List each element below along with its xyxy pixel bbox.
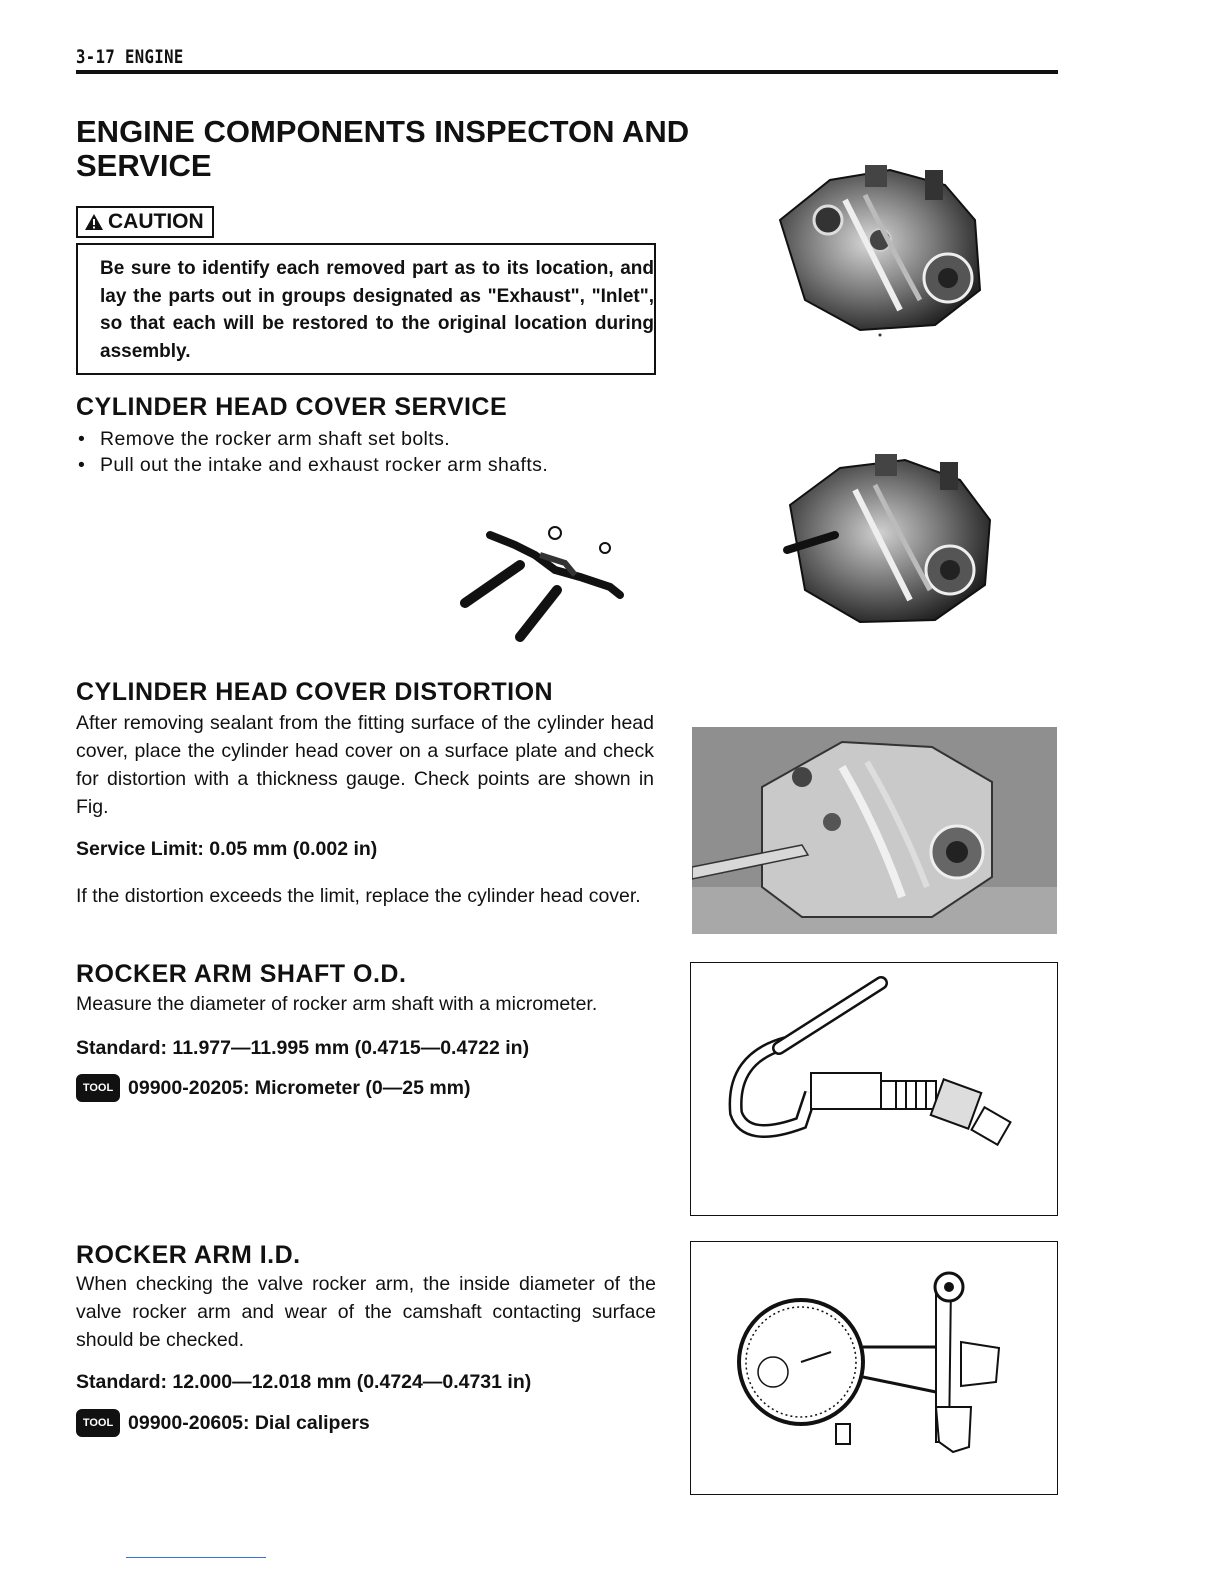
cylinder-head-cover-photo <box>770 160 1015 340</box>
distortion-service-limit: Service Limit: 0.05 mm (0.002 in) <box>76 838 378 860</box>
distortion-note: If the distortion exceeds the limit, replace the cylinder head cover. <box>76 885 641 907</box>
caution-text: Be sure to identify each removed part as to its location, and lay the parts out in groups designated as "Exhaust", "Inlet", so that each will be restored to the original location during assembly. <box>76 243 656 375</box>
dial-calipers-illustration <box>691 1242 1057 1494</box>
header-rule <box>76 70 1058 74</box>
page-title: ENGINE COMPONENTS INSPECTON AND SERVICE <box>76 114 690 183</box>
section-title-distortion: CYLINDER HEAD COVER DISTORTION <box>76 678 554 706</box>
arm-id-tool <box>76 1409 370 1437</box>
list-item: • Pull out the intake and exhaust rocker arm shafts. <box>78 452 548 478</box>
section-title-arm-id: ROCKER ARM I.D. <box>76 1241 301 1269</box>
list-item: • Remove the rocker arm shaft set bolts. <box>78 426 548 452</box>
section-title-shaft-od: ROCKER ARM SHAFT O.D. <box>76 960 407 988</box>
tool-icon: TOOL <box>76 1409 120 1437</box>
warning-triangle-icon <box>84 213 104 231</box>
shaft-od-text: Measure the diameter of rocker arm shaft with a micrometer. <box>76 993 598 1015</box>
thickness-gauge-photo <box>692 727 1057 934</box>
shaft-od-tool-label: 09900-20205: Micrometer (0—25 mm) <box>128 1076 471 1099</box>
caution-tag <box>76 206 214 238</box>
shaft-od-tool <box>76 1074 471 1102</box>
micrometer-illustration <box>691 963 1057 1215</box>
micrometer-figure-frame <box>690 962 1058 1216</box>
tool-icon: TOOL <box>76 1074 120 1102</box>
section-title-head-cover-service: CYLINDER HEAD COVER SERVICE <box>76 393 508 421</box>
page-header-label: 3-17 ENGINE <box>76 46 184 68</box>
distortion-text: After removing sealant from the fitting surface of the cylinder head cover, place the cylinder head cover on a surface plate and check for distortion with a thickness gauge. Check points are shown in Fig. <box>76 712 654 818</box>
shaft-od-standard: Standard: 11.977—11.995 mm (0.4715—0.4722 in) <box>76 1037 530 1059</box>
dial-calipers-figure-frame <box>690 1241 1058 1495</box>
arm-id-text: When checking the valve rocker arm, the inside diameter of the valve rocker arm and wear of the camshaft contacting surface should be checked. <box>76 1273 656 1351</box>
rocker-arm-shafts-photo <box>445 515 635 650</box>
arm-id-standard: Standard: 12.000—12.018 mm (0.4724—0.4731 in) <box>76 1371 532 1393</box>
cylinder-head-cover-shaft-photo <box>775 450 1005 630</box>
footer-link-underline <box>126 1557 266 1558</box>
head-cover-service-steps <box>78 426 548 478</box>
arm-id-tool-label: 09900-20605: Dial calipers <box>128 1411 370 1434</box>
caution-label: CAUTION <box>108 210 204 233</box>
